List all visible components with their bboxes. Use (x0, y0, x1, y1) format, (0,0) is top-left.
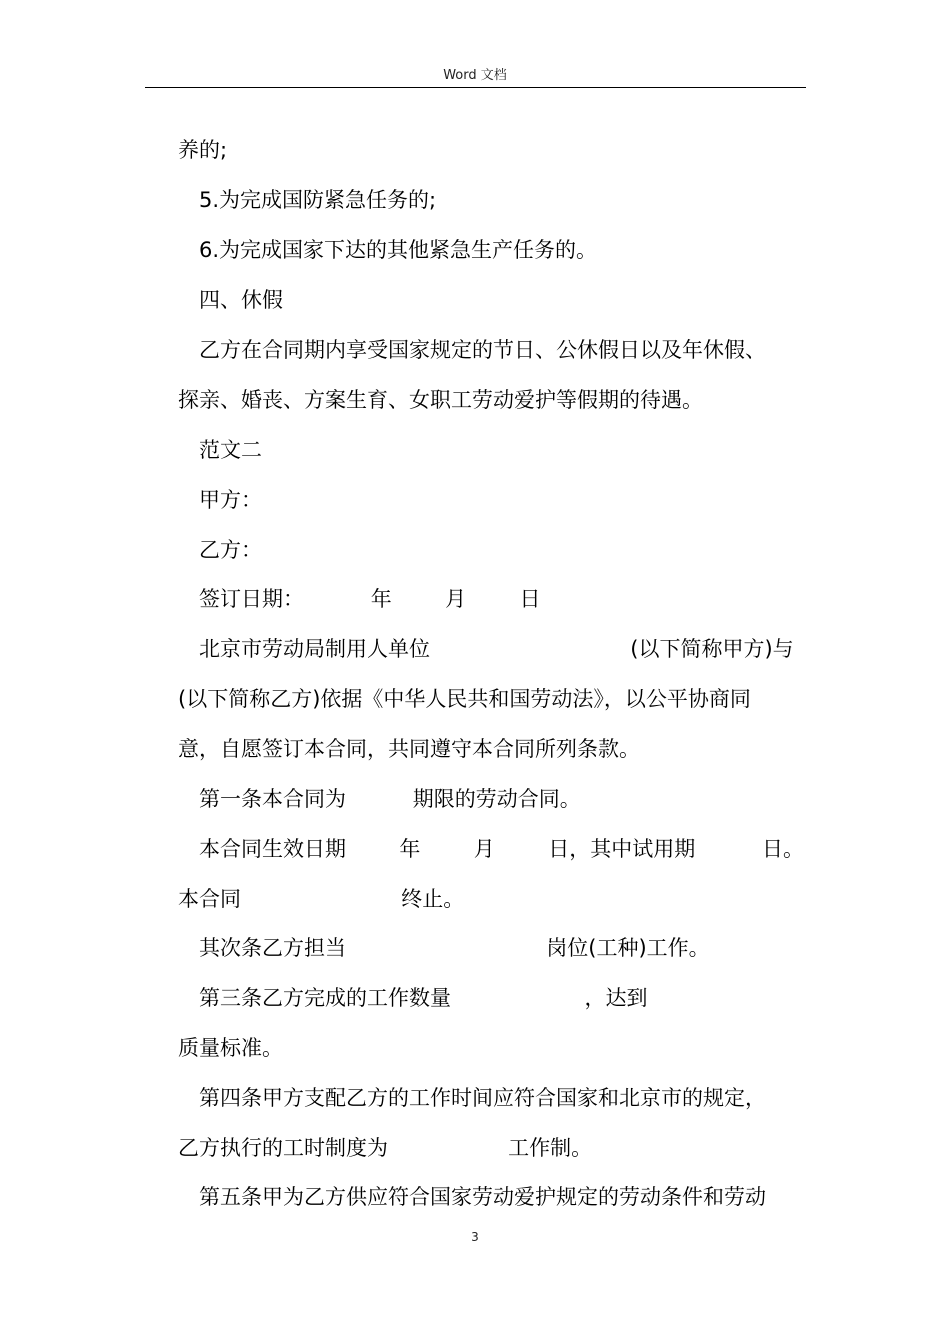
body-line-5: 乙方在合同期内享受国家规定的节日、公休假日以及年休假、 (199, 338, 766, 362)
body-line-17: 其次条乙方担当 岗位(工种)工作。 (199, 936, 710, 960)
body-line-18: 第三条乙方完成的工作数量 ，达到 (199, 986, 648, 1010)
body-line-20: 第四条甲方支配乙方的工作时间应符合国家和北京市的规定， (199, 1086, 766, 1110)
body-line-1: 养的; (178, 138, 228, 162)
body-line-11: 北京市劳动局制用人单位 (以下简称甲方)与 (199, 637, 794, 661)
page-header-title: Word 文档 (443, 68, 507, 83)
page-number: 3 (471, 1230, 479, 1244)
body-line-9: 乙方： (199, 538, 262, 562)
body-line-7: 范文二 (199, 438, 262, 462)
body-line-21: 乙方执行的工时制度为 工作制。 (178, 1136, 593, 1160)
body-line-12: (以下简称乙方)依据《中华人民共和国劳动法》，以公平协商同 (178, 687, 751, 711)
body-line-13: 意，自愿签订本合同，共同遵守本合同所列条款。 (178, 737, 640, 761)
header-divider (145, 87, 806, 88)
body-line-22: 第五条甲为乙方供应符合国家劳动爱护规定的劳动条件和劳动 (199, 1185, 766, 1209)
body-line-8: 甲方： (199, 488, 262, 512)
body-line-2: 5.为完成国防紧急任务的; (199, 188, 437, 212)
body-line-15: 本合同生效日期 年 月 日，其中试用期 日。 (199, 837, 804, 861)
body-line-10: 签订日期： 年 月 日 (199, 587, 541, 611)
body-line-14: 第一条本合同为 期限的劳动合同。 (199, 787, 581, 811)
body-line-19: 质量标准。 (178, 1036, 283, 1060)
body-line-3: 6.为完成国家下达的其他紧急生产任务的。 (199, 238, 598, 262)
body-line-4: 四、休假 (199, 288, 283, 312)
body-line-16: 本合同 终止。 (178, 887, 465, 911)
body-line-6: 探亲、婚丧、方案生育、女职工劳动爱护等假期的待遇。 (178, 388, 703, 412)
